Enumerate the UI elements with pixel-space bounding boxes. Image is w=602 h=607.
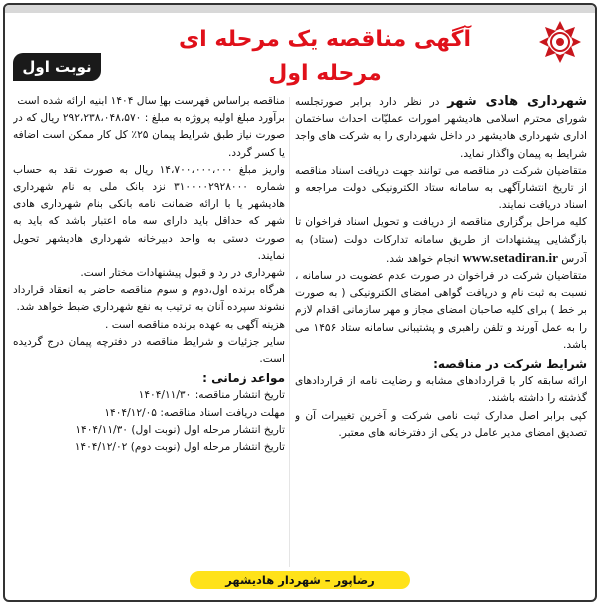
condition-item: ارائه سابقه کار با قراردادهای مشابه و رضایت نامه از قراردادهای گذشته را داشته باشند. (295, 375, 587, 405)
tender-notice (3, 3, 597, 602)
documents-paragraph: متقاضیان شرکت در مناقصه می توانند جهت دریافت اسناد مناقصه از تاریخ انتشارآگهی به سامانه ستاد الکترونیکی دولت مراجعه و اسناد دریافت نمایند. (295, 164, 587, 212)
notice-subtitle: مرحله اول (268, 61, 382, 86)
municipality-logo-icon (537, 19, 583, 65)
winners-paragraph: هرگاه برنده اول،دوم و سوم مناقصه حاضر به انعقاد قرارداد نشوند سپرده آنان به ترتیب به نفع شهرداری ضبط خواهد شد. (13, 284, 285, 314)
procedure-paragraph: کلیه مراحل برگزاری مناقصه از دریافت و تحویل اسناد فراخوان تا بازگشایی پیشنهادات از طریق سامانه تدارکات دولت (ستاد) به آدرس www.setadiran.ir انجام خواهد شد. (295, 216, 587, 265)
ad-cost-paragraph: هزینه آگهی به عهده برنده مناقصه است . (105, 318, 285, 331)
deadline-item: تاریخ انتشار مرحله اول (نوبت اول) ۱۴۰۴/۱۱/۳۰ (75, 423, 285, 436)
deadlines-list (13, 387, 285, 456)
conditions-heading: شرایط شرکت در مناقصه: (433, 357, 587, 372)
top-strip (5, 5, 595, 13)
deadline-item: تاریخ انتشار مناقصه: ۱۴۰۴/۱۱/۳۰ (138, 389, 285, 402)
deadline-item: تاریخ انتشار مرحله اول (نوبت دوم) ۱۴۰۴/۱۲/۰۲ (74, 441, 285, 454)
deposit-paragraph: واریز مبلغ ۱۴،۷۰۰،۰۰۰،۰۰۰ ریال به صورت نقد به حساب شماره ۳۱۰۰۰۰۲۹۲۸۰۰۰ نزد بانک ملی به نام شهرداری هادیشهر یا با ارائه ضمانت نامه بانکی بنام شهرداری هادی شهر که حداقل باید دارای سه ماه اعتبار باشد که باید به صورت دستی به واحد دبیرخانه شهرداری هادیشهر تحویل نمایند. (13, 163, 285, 262)
setad-website-link[interactable]: www.setadiran.ir (462, 249, 558, 265)
rights-paragraph: شهرداری در رد و قبول پیشنهادات مختار است. (80, 267, 285, 280)
estimate-paragraph: برآورد مبلغ اولیه پروژه به مبلغ : ۲۹۲،۲۳۸،۰۴۸،۵۷۰ ریال که در صورت نیاز طبق شرایط پیمان ۲۵٪ کل کار ممکن است اضافه یا کسر گردد. (13, 112, 285, 159)
notice-title: آگهی مناقصه یک مرحله ای (178, 27, 471, 52)
price-list-paragraph: مناقصه براساس فهرست بهاِ سال ۱۴۰۴ ابنیه ارائه شده است (17, 95, 285, 107)
right-column (295, 93, 587, 573)
condition-item: کپی برابر اصل مدارک ثبت نامی شرکت و آخرین تغییرات آن و تصدیق امضای مدیر عامل در یکی از دفترخانه های معتبر. (295, 409, 587, 439)
column-divider (289, 97, 290, 567)
left-column (13, 93, 285, 573)
municipality-name: شهرداری هادی شهر (447, 94, 587, 109)
publication-round-badge: نوبت اول (13, 53, 101, 81)
deadline-item: مهلت دریافت اسناد مناقصه: ۱۴۰۴/۱۲/۰۵ (104, 406, 285, 419)
signature-line: رضاپور – شهردار هادیشهر (225, 573, 375, 587)
details-paragraph: سایر جزئیات و شرایط مناقصه در دفترچه پیمان درج گردیده است. (13, 335, 285, 366)
intro-paragraph: شهرداری هادی شهر در نظر دارد برابر صورتجلسه شورای محترم اسلامی هادیشهر امورات عملیّات احداث ساختمان اداری شهرداری هادیشهر در داخل شهرداری را به شرکت های واجد شرایط به پیمان واگذار نماید. (295, 94, 587, 160)
deadlines-heading: مواعد زمانی : (202, 371, 285, 386)
registration-paragraph: متقاضیان شرکت در فراخوان در صورت عدم عضویت در سامانه ، نسبت به ثبت نام و دریافت گواهی امضای الکترونیکی ( به صورت بر خط ) برای کلیه صاحبان امضای مجاز و مهر سازمانی اقدام لازم را به عمل آورند و تلفن راهبری و پشتیبانی سامانه ستاد ۱۴۵۶ می باشد. (295, 270, 587, 351)
